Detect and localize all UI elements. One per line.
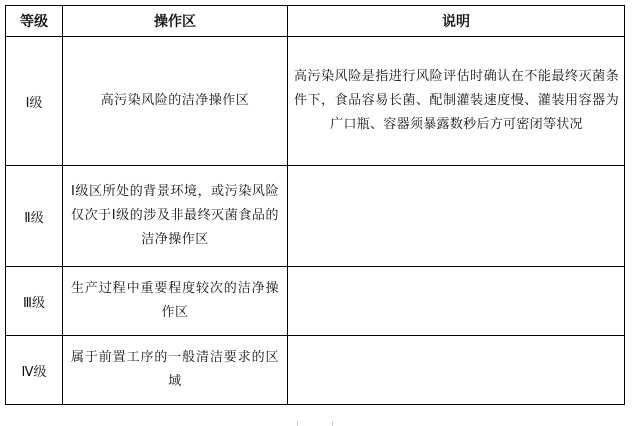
description-cell: 高污染风险是指进行风险评估时确认在不能最终灭菌条件下，食品容易长菌、配制灌装速度慢、灌装用容器为广口瓶、容器须暴露数秒后方可密闭等状况 [288,37,625,166]
table-row-grade-4 [6,336,625,405]
grade-level-cell: Ⅱ级 [6,166,63,267]
operation-area-cell: 属于前置工序的一般清洁要求的区域 [63,336,288,405]
cropped-element-stub [297,421,333,426]
description-cell [288,166,625,267]
table-body [6,37,625,405]
header-level: 等级 [6,6,63,37]
header-row [6,6,625,37]
description-cell [288,336,625,405]
header-description: 说明 [288,6,625,37]
header-area: 操作区 [63,6,288,37]
operation-area-cell: 高污染风险的洁净操作区 [63,37,288,166]
description-cell [288,267,625,336]
table-row-grade-1 [6,37,625,166]
table-row-grade-3 [6,267,625,336]
operation-area-cell: 生产过程中重要程度较次的洁净操作区 [63,267,288,336]
table-row-grade-2 [6,166,625,267]
grade-level-cell: Ⅰ级 [6,37,63,166]
grade-level-cell: Ⅲ级 [6,267,63,336]
table-header [6,6,625,37]
grade-level-cell: Ⅳ级 [6,336,63,405]
cleanroom-grade-table [5,5,625,405]
operation-area-cell: Ⅰ级区所处的背景环境，或污染风险仅次于Ⅰ级的涉及非最终灭菌食品的洁净操作区 [63,166,288,267]
